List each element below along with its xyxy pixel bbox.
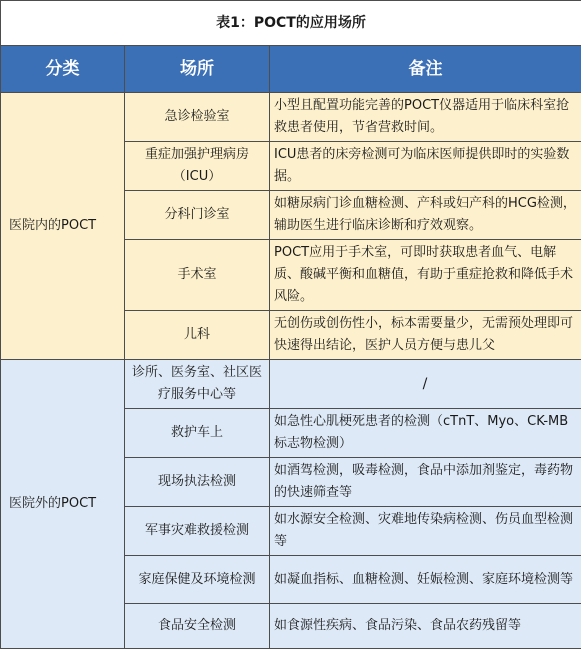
table-header-row	[1, 46, 581, 93]
note-cell: 如急性心肌梗死患者的检测（cTnT、Myo、CK-MB标志物检测）	[270, 409, 581, 458]
place-cell: 手术室	[125, 240, 270, 311]
note-cell: POCT应用于手术室，可即时获取患者血气、电解质、酸碱平衡和血糖值，有助于重症抢救和降低手术风险。	[270, 240, 581, 311]
table-title-row	[1, 1, 581, 46]
note-cell: 如食源性疾病、食品污染、食品农药残留等	[270, 604, 581, 649]
header-place: 场所	[125, 46, 270, 93]
place-cell: 诊所、医务室、社区医疗服务中心等	[125, 360, 270, 409]
category-cell-in-hospital: 医院内的POCT	[1, 93, 125, 360]
place-cell: 急诊检验室	[125, 93, 270, 142]
note-cell: ICU患者的床旁检测可为临床医师提供即时的实验数据。	[270, 142, 581, 191]
note-cell: 如凝血指标、血糖检测、妊娠检测、家庭环境检测等	[270, 556, 581, 604]
note-cell: /	[270, 360, 581, 409]
place-cell: 重症加强护理病房（ICU）	[125, 142, 270, 191]
note-cell: 无创伤或创伤性小，标本需要量少，无需预处理即可快速得出结论，医护人员方便与患儿父	[270, 311, 581, 360]
place-cell: 分科门诊室	[125, 191, 270, 240]
place-cell: 儿科	[125, 311, 270, 360]
note-cell: 小型且配置功能完善的POCT仪器适用于临床科室抢救患者使用，节省营救时间。	[270, 93, 581, 142]
place-cell: 家庭保健及环境检测	[125, 556, 270, 604]
note-cell: 如水源安全检测、灾难地传染病检测、伤员血型检测等	[270, 507, 581, 556]
table-row	[1, 93, 581, 142]
table-row	[1, 360, 581, 409]
table-title: 表1：POCT的应用场所	[1, 1, 581, 46]
place-cell: 现场执法检测	[125, 458, 270, 507]
note-cell: 如酒驾检测，吸毒检测，食品中添加剂鉴定，毒药物的快速筛查等	[270, 458, 581, 507]
place-cell: 救护车上	[125, 409, 270, 458]
place-cell: 食品安全检测	[125, 604, 270, 649]
header-category: 分类	[1, 46, 125, 93]
category-cell-out-hospital: 医院外的POCT	[1, 360, 125, 649]
note-cell: 如糖尿病门诊血糖检测、产科或妇产科的HCG检测，辅助医生进行临床诊断和疗效观察。	[270, 191, 581, 240]
header-note: 备注	[270, 46, 581, 93]
place-cell: 军事灾难救援检测	[125, 507, 270, 556]
